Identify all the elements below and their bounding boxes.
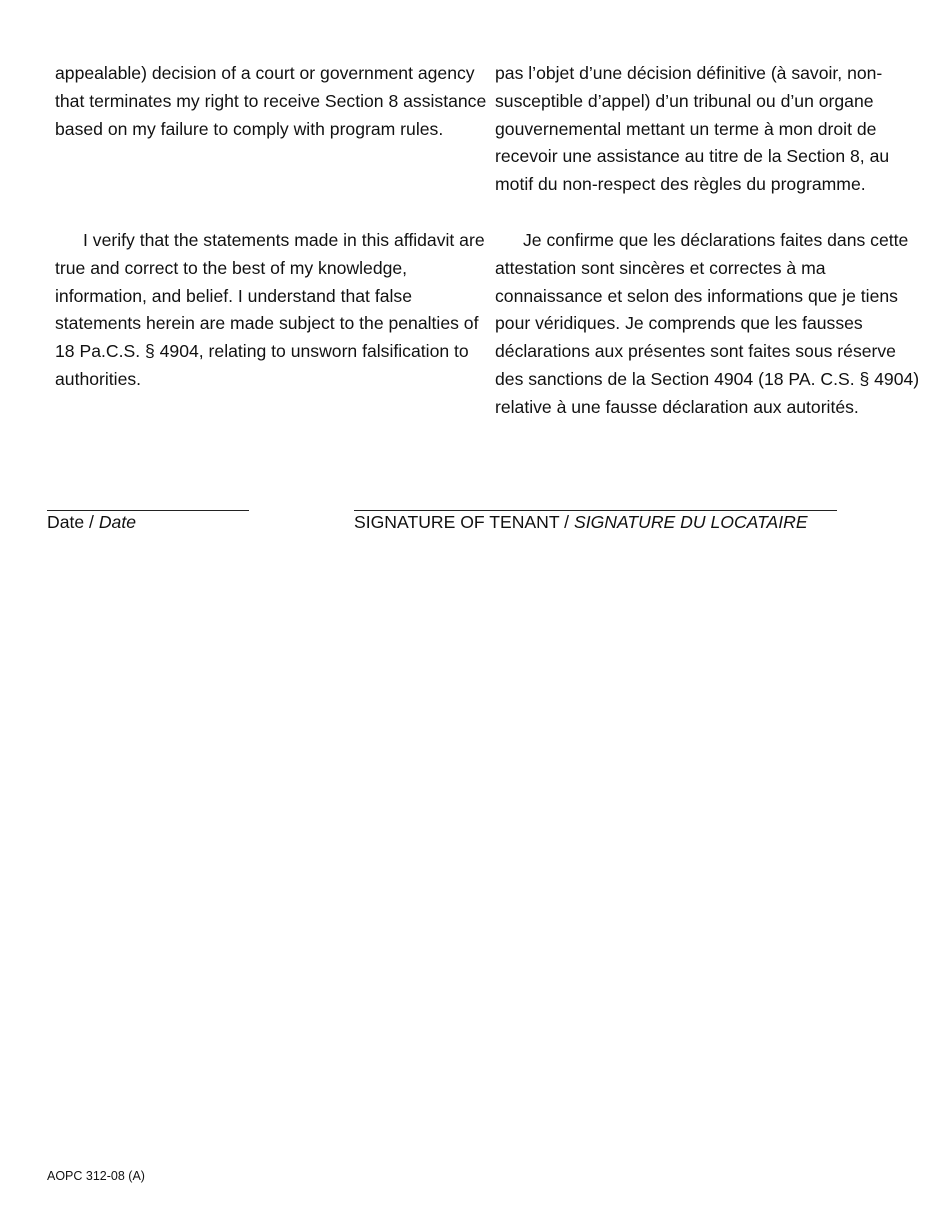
english-paragraph-1-block	[55, 60, 487, 143]
date-label-fr: Date	[98, 512, 136, 532]
french-paragraph-2-block	[495, 227, 925, 422]
french-paragraph-1: pas l’objet d’une décision définitive (à savoir, non-susceptible d’appel) d’un tribunal ou d’un organe gouvernemental mettant un terme à mon droit de recevoir une assistance au titre de la Section 8, au motif du non-respect des règles du programme.	[495, 63, 890, 195]
form-code: AOPC 312-08 (A)	[47, 1169, 145, 1183]
signature-label-en: SIGNATURE OF TENANT /	[354, 512, 574, 532]
english-paragraph-2-block	[55, 227, 487, 394]
english-verification-paragraph: I verify that the statements made in this affidavit are true and correct to the best of my knowledge, information, and belief. I understand that false statements herein are made subject to the penalties of 18 Pa.C.S. § 4904, relating to unsworn falsification to authorities.	[55, 230, 485, 389]
french-verification-paragraph: Je confirme que les déclarations faites dans cette attestation sont sincères et correctes à ma connaissance et selon des informations que je tiens pour véridiques. Je comprends que les fausses déclarations aux présentes sont faites sous réserve des sanctions de la Section 4904 (18 PA. C.S. § 4904) relative à une fausse déclaration aux autorités.	[495, 230, 920, 417]
date-label	[47, 511, 136, 533]
date-label-en: Date /	[47, 512, 99, 532]
english-paragraph-1: appealable) decision of a court or government agency that terminates my right to receive Section 8 assistance based on my failure to comply with program rules.	[55, 63, 487, 139]
signature-label-fr: SIGNATURE DU LOCATAIRE	[573, 512, 808, 532]
french-paragraph-1-block	[495, 60, 925, 199]
signature-label	[354, 511, 808, 533]
